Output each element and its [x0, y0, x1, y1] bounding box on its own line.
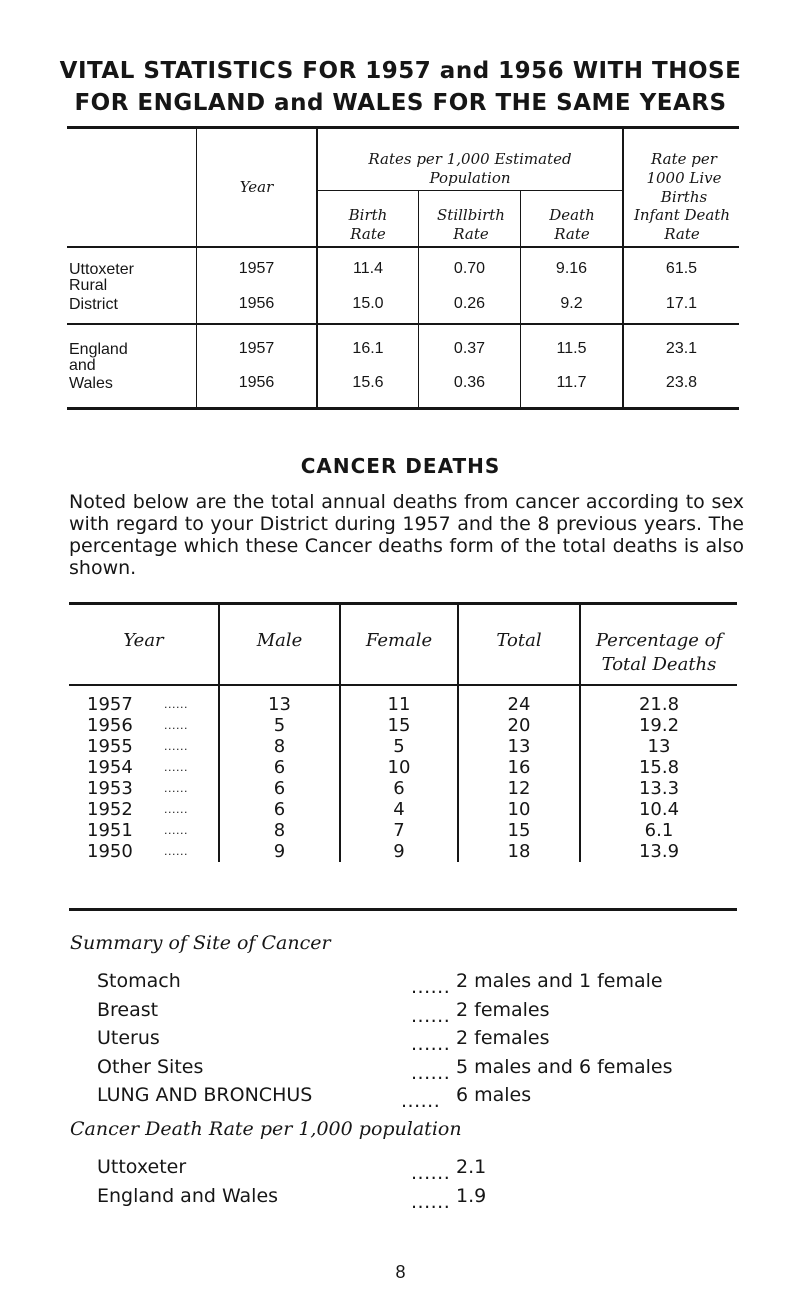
header-rate-live-births: Rate per 1000 Live Births: [646, 150, 722, 206]
cancer-total-cell: 24: [507, 694, 531, 715]
cancer-year-cell: 1950: [87, 841, 133, 862]
stillbirth-rate-cell: 0.26: [453, 295, 486, 312]
cancer-female-cell: 9: [393, 841, 405, 862]
cancer-total-cell: 13: [507, 736, 531, 757]
leader-dots: ......: [164, 782, 188, 795]
stillbirth-rate-cell: 0.36: [453, 374, 486, 391]
cancer-female-cell: 6: [393, 778, 405, 799]
cancer-intro-paragraph: Noted below are the total annual deaths from cancer according to sex with regard to your District during 1957 and the 8 previous years. The percentage which these Cancer deaths form of the total deaths is also shown.: [69, 491, 744, 579]
cancer-female-cell: 10: [387, 757, 411, 778]
header-birth-rate: Birth Rate: [348, 206, 388, 243]
cancer-male-cell: 5: [273, 715, 286, 736]
cancer-male-cell: 6: [273, 757, 286, 778]
header-death-rate: Death Rate: [549, 206, 595, 243]
summary-site: LUNG AND BRONCHUS: [97, 1084, 313, 1106]
rate-area: England and Wales: [97, 1184, 279, 1207]
leader-dots: ......: [164, 803, 188, 816]
cancer-total-cell: 20: [507, 715, 531, 736]
header-rates-population: Rates per 1,000 Estimated Population: [368, 150, 572, 187]
infant-death-rate-cell: 61.5: [665, 260, 698, 277]
cancer-year-cell: 1957: [87, 694, 133, 715]
cancer-total-cell: 16: [507, 757, 531, 778]
header-year: Year: [239, 178, 274, 196]
page-number: 8: [395, 1262, 406, 1282]
infant-death-rate-cell: 17.1: [665, 295, 698, 312]
cancer-pct-cell: 10.4: [638, 799, 680, 820]
cancer-total-cell: 10: [507, 799, 531, 820]
cancer-deaths-heading: CANCER DEATHS: [300, 454, 501, 478]
header-male: Male: [256, 630, 303, 651]
cancer-pct-cell: 6.1: [644, 820, 674, 841]
cancer-pct-cell: 21.8: [638, 694, 680, 715]
summary-value: 5 males and 6 females: [456, 1055, 673, 1078]
summary-site: Other Sites: [97, 1055, 204, 1078]
death-rate-cell: 11.7: [556, 374, 587, 391]
page-title-line-1: VITAL STATISTICS FOR 1957 and 1956 WITH THOSE: [59, 58, 742, 84]
summary-heading: Summary of Site of Cancer: [70, 932, 331, 954]
infant-death-rate-cell: 23.8: [665, 374, 698, 391]
header-total-deaths: Total Deaths: [601, 654, 717, 675]
death-rate-cell: 11.5: [556, 340, 587, 357]
summary-value: 2 males and 1 female: [456, 970, 663, 992]
year-cell: 1957: [238, 260, 275, 277]
death-rate-cell: 9.2: [560, 295, 583, 312]
cancer-male-cell: 8: [273, 820, 286, 841]
cancer-year-cell: 1953: [87, 778, 133, 799]
cancer-female-cell: 5: [393, 736, 405, 757]
summary-site: Stomach: [97, 970, 181, 992]
cancer-male-cell: 6: [273, 799, 286, 820]
leader-dots: ......: [164, 698, 188, 711]
leader-dots: ......: [411, 1004, 451, 1027]
cancer-year-cell: 1955: [87, 736, 133, 757]
cancer-total-cell: 18: [507, 841, 531, 862]
leader-dots: ......: [411, 1190, 451, 1213]
area-label: Uttoxeter: [69, 261, 134, 278]
birth-rate-cell: 15.0: [352, 295, 384, 312]
summary-value: 2 females: [456, 998, 550, 1021]
cancer-year-cell: 1956: [87, 715, 133, 736]
area-label: District: [69, 296, 118, 313]
cancer-female-cell: 7: [393, 820, 405, 841]
cancer-female-cell: 4: [393, 799, 405, 820]
leader-dots: ......: [401, 1090, 441, 1112]
cancer-male-cell: 6: [273, 778, 286, 799]
leader-dots: ......: [411, 1033, 451, 1055]
leader-dots: ......: [164, 824, 188, 837]
birth-rate-cell: 15.6: [352, 374, 384, 391]
rate-value: 1.9: [456, 1184, 487, 1207]
leader-dots: ......: [411, 1162, 451, 1184]
leader-dots: ......: [164, 845, 188, 858]
header-infant-death-rate: Infant Death Rate: [633, 206, 731, 243]
cancer-male-cell: 8: [273, 736, 286, 757]
cancer-pct-cell: 13: [647, 736, 671, 757]
leader-dots: ......: [164, 740, 188, 753]
leader-dots: ......: [164, 761, 188, 774]
cancer-female-cell: 11: [387, 694, 411, 715]
year-cell: 1956: [238, 295, 275, 312]
birth-rate-cell: 11.4: [353, 260, 383, 277]
stillbirth-rate-cell: 0.37: [453, 340, 486, 357]
summary-value: 2 females: [456, 1027, 550, 1049]
page-title-line-2: FOR ENGLAND and WALES FOR THE SAME YEARS: [74, 90, 727, 116]
infant-death-rate-cell: 23.1: [665, 340, 698, 357]
rate-area: Uttoxeter: [97, 1156, 187, 1178]
cancer-male-cell: 9: [273, 841, 286, 862]
cancer-total-cell: 12: [507, 778, 531, 799]
leader-dots: ......: [164, 719, 188, 732]
header-female: Female: [365, 630, 433, 651]
cancer-pct-cell: 15.8: [638, 757, 680, 778]
cancer-male-cell: 13: [268, 694, 291, 715]
area-label: and: [69, 357, 96, 374]
area-label: Rural: [69, 277, 108, 294]
summary-site: Breast: [97, 998, 159, 1021]
cancer-year-cell: 1954: [87, 757, 133, 778]
summary-site: Uterus: [97, 1027, 160, 1049]
year-cell: 1957: [238, 340, 275, 357]
area-label: England: [69, 341, 128, 358]
header-percentage: Percentage of: [595, 630, 723, 651]
death-rate-cell: 9.16: [555, 260, 588, 277]
cancer-total-cell: 15: [507, 820, 531, 841]
cancer-pct-cell: 19.2: [638, 715, 680, 736]
cancer-year-cell: 1951: [87, 820, 133, 841]
summary-value: 6 males: [456, 1084, 532, 1106]
year-cell: 1956: [238, 374, 275, 391]
rate-heading: Cancer Death Rate per 1,000 population: [70, 1118, 462, 1140]
header-year: Year: [123, 630, 164, 651]
leader-dots: ......: [411, 976, 451, 998]
birth-rate-cell: 16.1: [352, 340, 384, 357]
header-total: Total: [496, 630, 542, 651]
leader-dots: ......: [411, 1061, 451, 1084]
cancer-pct-cell: 13.9: [638, 841, 680, 862]
rate-value: 2.1: [456, 1156, 487, 1178]
area-label: Wales: [69, 375, 113, 392]
stillbirth-rate-cell: 0.70: [453, 260, 486, 277]
cancer-year-cell: 1952: [87, 799, 133, 820]
cancer-female-cell: 15: [387, 715, 411, 736]
cancer-pct-cell: 13.3: [638, 778, 680, 799]
header-stillbirth-rate: Stillbirth Rate: [437, 206, 505, 243]
